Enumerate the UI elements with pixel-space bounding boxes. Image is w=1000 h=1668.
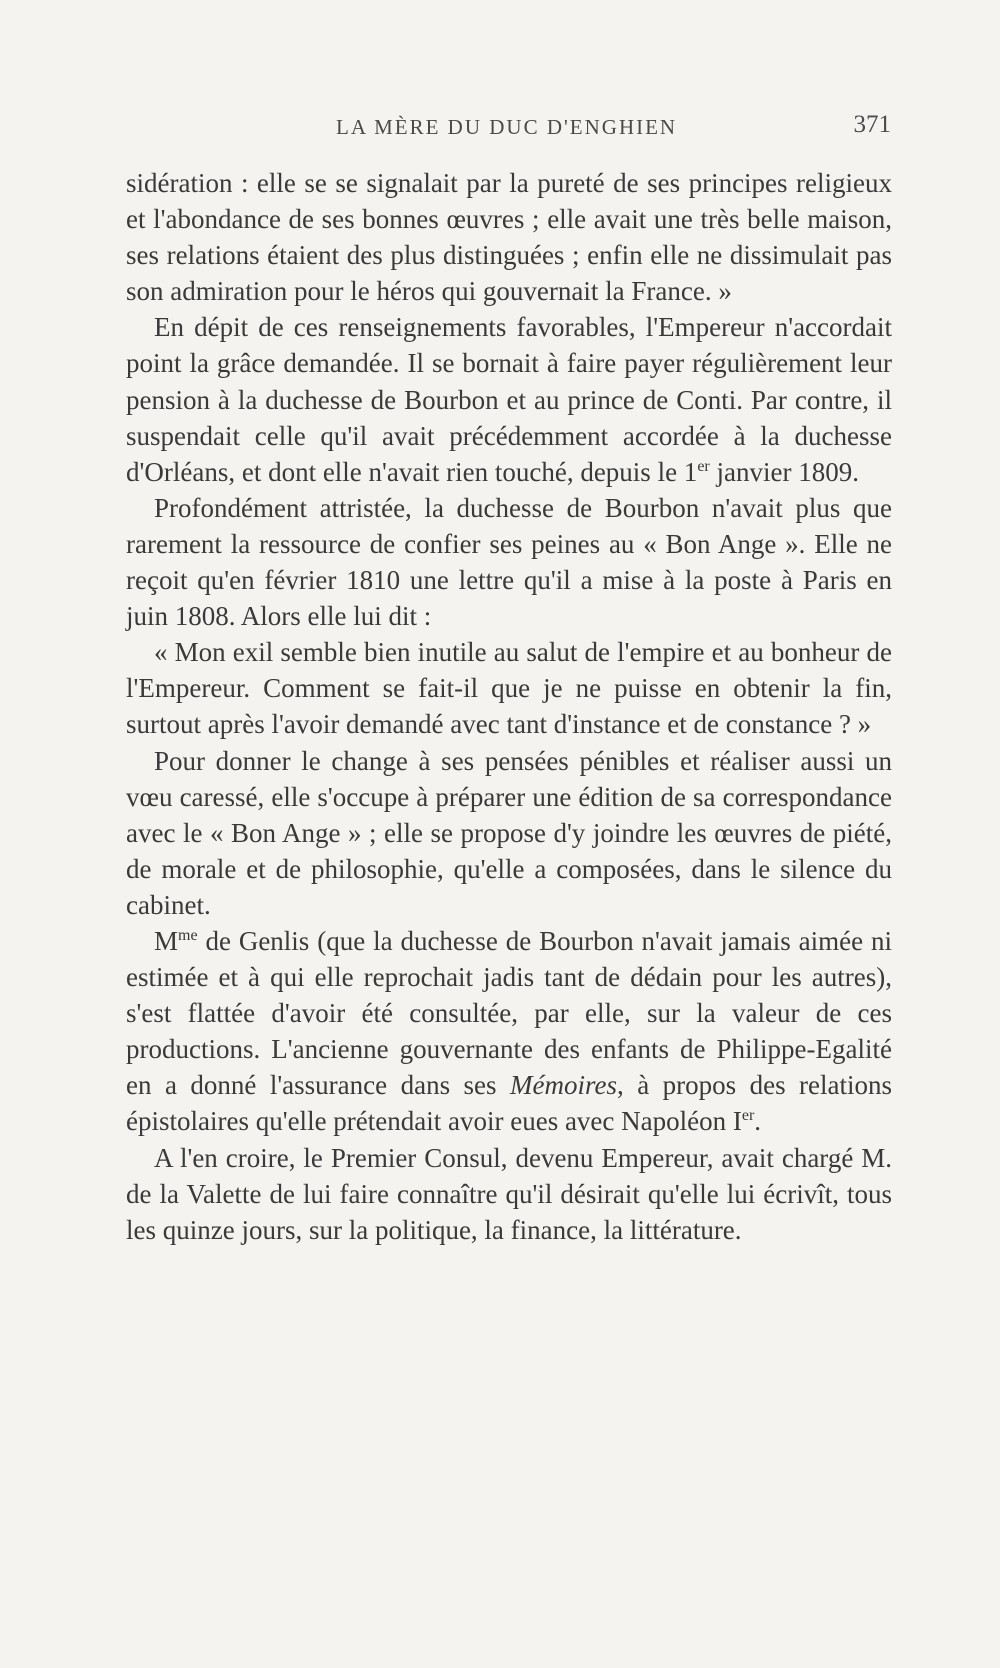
quotation-paragraph (126, 634, 892, 742)
paragraph-text: « Mon exil semble bien inutile au salut de l'empire et au bonheur de l'Empereur. Comment se fait-il que je ne puisse en obtenir la fin, surtout après l'avoir demandé avec tant d'instance et de constance ? » (126, 637, 892, 740)
superscript: er (741, 1107, 755, 1125)
paragraph (126, 309, 892, 489)
italic-title: Mémoires (510, 1070, 617, 1101)
paragraph-text: Profondément attristée, la duchesse de Bourbon n'avait plus que rarement la ressource de confier ses peines au « Bon Ange ». Elle ne reçoit qu'en février 1810 une lettre qu'il a mise à la poste à Paris en juin 1808. Alors elle lui dit : (126, 492, 892, 632)
paragraph (126, 165, 892, 309)
paragraph-text: de Genlis (que la duchesse de Bourbon n'avait jamais aimée ni estimée et à qui elle reprochait jadis tant de dédain pour les autres), s'est flattée d'avoir été consultée, par elle, sur la valeur de ces productions. L'ancienne gouvernante des enfants de Philippe-Egalité en a donné l'assurance dans ses (126, 925, 892, 1101)
paragraph-text: , à propos des relations épistolaires qu'elle prétendait avoir eues avec Napoléon I (126, 1070, 893, 1137)
page-number: 371 (853, 111, 891, 138)
paragraph (126, 490, 892, 634)
paragraph-text: A l'en croire, le Premier Consul, devenu Empereur, avait chargé M. de la Valette de lui faire connaître qu'il désirait qu'elle lui écrivît, tous les quinze jours, sur la politique, la finance, la littérature. (126, 1142, 892, 1245)
page-header (126, 111, 891, 151)
body-text (126, 165, 892, 1248)
paragraph (126, 743, 892, 923)
paragraph-text: En dépit de ces renseignements favorables, l'Empereur n'accordait point la grâce demandée. Il se bornait à faire payer régulièrement leur pension à la duchesse de Bourbon et au prince de Conti. Par contre, il suspendait celle qu'il avait précédemment accordée à la duchesse d'Orléans, et dont elle n'avait rien touché, depuis le 1 (126, 312, 892, 487)
running-title: LA MÈRE DU DUC D'ENGHIEN (336, 115, 678, 139)
paragraph (126, 923, 892, 1140)
paragraph-text: sidération : elle se se signalait par la pureté de ses principes religieux et l'abondance de ses bonnes œuvres ; elle avait une très belle maison, ses relations étaient des plus distinguées ; enfin elle ne dissimulait pas son admiration pour le héros qui gouvernait la France. » (126, 168, 892, 307)
paragraph-text: M (154, 925, 179, 956)
paragraph-text: Pour donner le change à ses pensées pénibles et réaliser aussi un vœu caressé, elle s'occupe à préparer une édition de sa correspondance avec le « Bon Ange » ; elle se propose d'y joindre les œuvres de piété, de morale et de philosophie, qu'elle a composées, dans le silence du cabinet. (126, 745, 892, 920)
paragraph-text: janvier 1809. (709, 456, 859, 487)
superscript: er (697, 457, 710, 475)
paragraph-text: . (754, 1106, 762, 1137)
paragraph (126, 1140, 892, 1248)
superscript: me (178, 926, 198, 944)
